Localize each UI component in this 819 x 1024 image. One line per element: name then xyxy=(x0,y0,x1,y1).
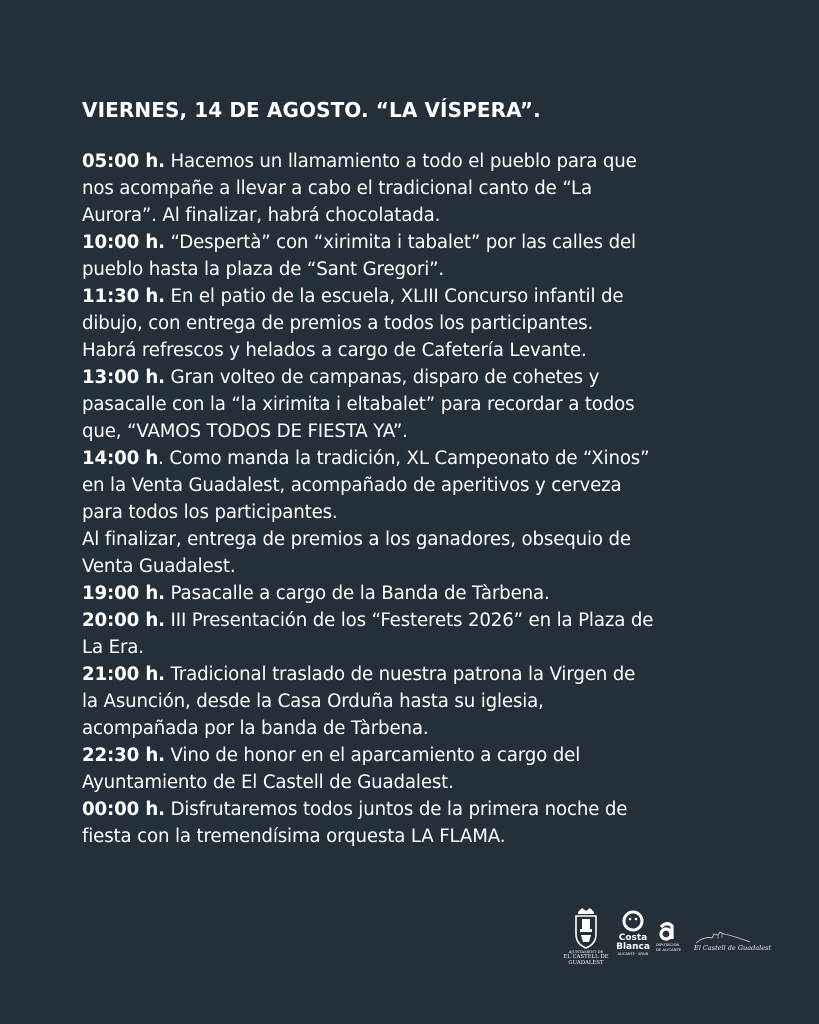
costa-blanca-label-1: Costa xyxy=(618,933,648,943)
entry-time: 00:00 h. xyxy=(82,799,165,820)
ayuntamiento-top-label: AJUNTAMENT DE xyxy=(568,950,604,954)
entry-time: 14:00 h xyxy=(82,448,159,469)
entry-time: 10:00 h. xyxy=(82,232,165,253)
diputacion-logo xyxy=(656,920,690,952)
costa-blanca-smile-icon xyxy=(614,910,652,934)
entry-time: 19:00 h. xyxy=(82,583,165,604)
schedule-entry xyxy=(82,445,772,580)
ayuntamiento-label: EL CASTELL DE xyxy=(563,954,609,960)
costa-blanca-sub: ALICANTE · SPAIN xyxy=(617,952,649,956)
schedule-entry xyxy=(82,742,772,796)
entry-text: Pasacalle a cargo de la Banda de Tàrbena. xyxy=(164,583,550,604)
schedule-entry xyxy=(82,661,772,742)
entry-time: 13:00 h. xyxy=(82,367,165,388)
entry-time: 20:00 h. xyxy=(82,610,165,631)
costa-blanca-label-2: Blanca xyxy=(616,942,650,952)
entry-time: 11:30 h. xyxy=(82,286,165,307)
schedule-entry xyxy=(82,283,772,364)
entry-text: Gran volteo de campanas, disparo de cohetes y pasacalle con la “la xirimita i eltabalet” para recordar a todos que, “VAMOS TODOS DE FIESTA YA”. xyxy=(82,367,635,442)
castle-sketch-icon xyxy=(694,930,752,944)
schedule-entry xyxy=(82,796,772,850)
coat-of-arms-icon xyxy=(562,904,610,950)
ayuntamiento-logo xyxy=(562,904,610,966)
ayuntamiento-label-2: GUADALEST xyxy=(568,960,604,966)
diputacion-label-2: DE ALICANTE xyxy=(656,947,682,952)
schedule-entry xyxy=(82,148,772,229)
entry-text: Disfrutaremos todos juntos de la primera noche de fiesta con la tremendísima orquesta LA FLAMA. xyxy=(82,799,628,847)
guadalest-signature-logo xyxy=(694,930,771,952)
day-heading: VIERNES, 14 DE AGOSTO. “LA VÍSPERA”. xyxy=(82,98,541,122)
entry-text: Tradicional traslado de nuestra patrona la Virgen de la Asunción, desde la Casa Orduña hasta su iglesia, acompañada por la banda de Tàrbena. xyxy=(82,664,636,739)
sponsor-logos xyxy=(562,904,771,976)
entry-text: III Presentación de los “Festerets 2026” en la Plaza de La Era. xyxy=(82,610,654,658)
diputacion-a-icon xyxy=(656,920,678,942)
entry-text: Hacemos un llamamiento a todo el pueblo para que nos acompañe a llevar a cabo el tradicional canto de “La Aurora”. Al finalizar, habrá chocolatada. xyxy=(82,151,637,226)
schedule-entry xyxy=(82,607,772,661)
costa-blanca-logo xyxy=(614,910,652,957)
schedule-entry xyxy=(82,580,772,607)
entry-time: 05:00 h. xyxy=(82,151,165,172)
entry-text: “Despertà” con “xirimita i tabalet” por las calles del pueblo hasta la plaza de “Sant Gregori”. xyxy=(82,232,636,280)
schedule-list xyxy=(82,148,772,850)
schedule-entry xyxy=(82,364,772,445)
entry-time: 21:00 h. xyxy=(82,664,165,685)
diputacion-label-1: DIPUTACIÓN xyxy=(656,942,680,947)
entry-text: . Como manda la tradición, XL Campeonato de “Xinos” en la Venta Guadalest, acompañado de aperitivos y cerveza para todos los participantes. Al finalizar, entrega de premios a los ganadores, obsequio de Venta Guadalest. xyxy=(82,448,650,577)
entry-text: Vino de honor en el aparcamiento a cargo del Ayuntamiento de El Castell de Guadalest. xyxy=(82,745,581,793)
entry-time: 22:30 h. xyxy=(82,745,165,766)
schedule-entry xyxy=(82,229,772,283)
entry-text: En el patio de la escuela, XLIII Concurso infantil de dibujo, con entrega de premios a todos los participantes. Habrá refrescos y helados a cargo de Cafetería Levante. xyxy=(82,286,624,361)
signature-text: El Castell de Guadalest xyxy=(694,944,771,952)
